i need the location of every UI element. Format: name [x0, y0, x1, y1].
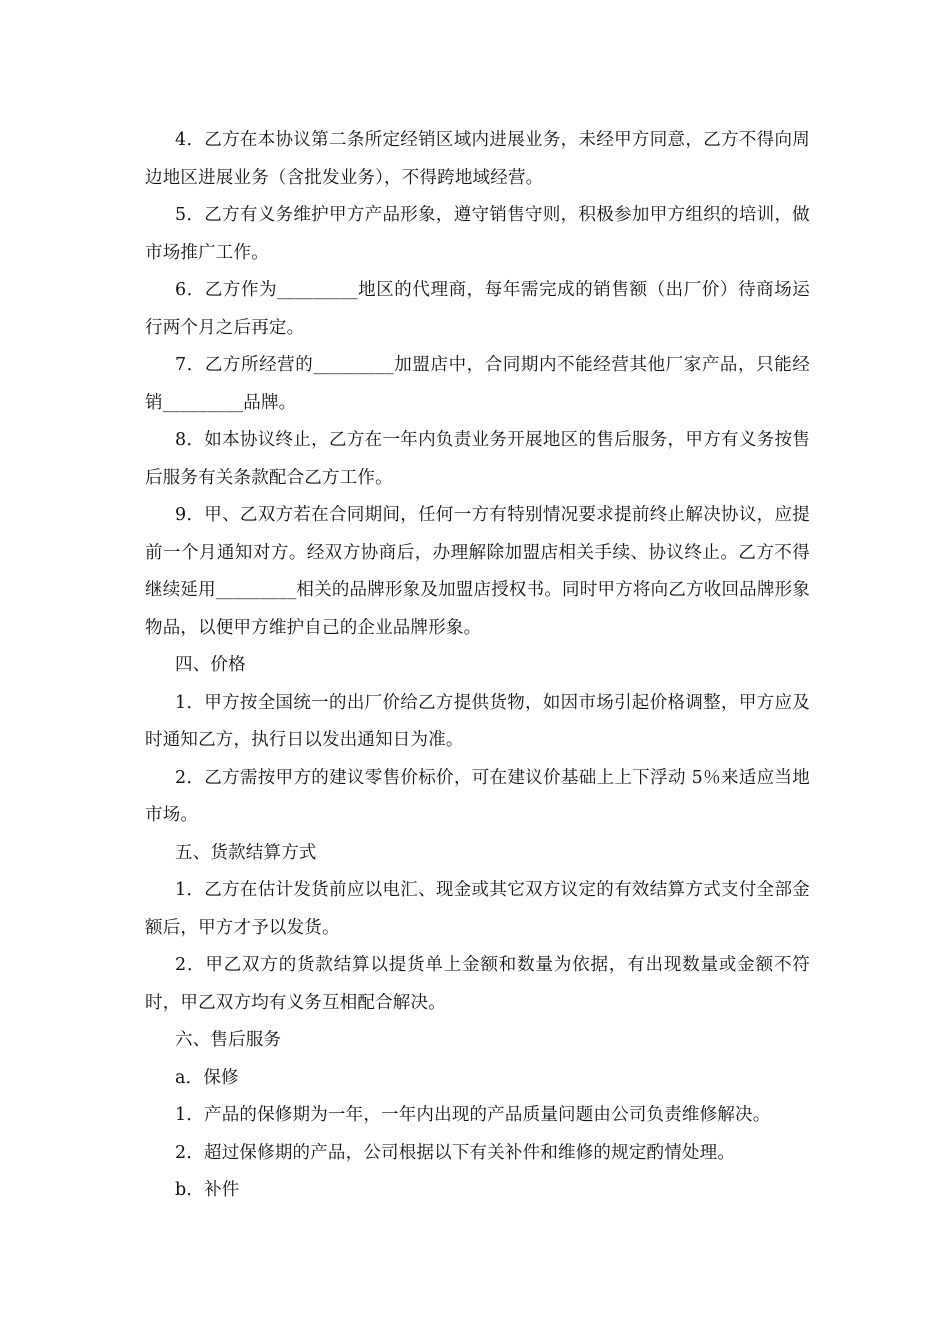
clause-5: 5．乙方有义务维护甲方产品形象，遵守销售守则，积极参加甲方组织的培训，做市场推广工作。 [145, 205, 810, 263]
clause-8: 8．如本协议终止，乙方在一年内负责业务开展地区的售后服务，甲方有义务按售后服务有关条款配合乙方工作。 [145, 430, 810, 488]
subheading-parts: b．补件 [175, 1180, 240, 1200]
subheading-warranty: a．保修 [175, 1067, 239, 1088]
clause-9: 9．甲、乙双方若在合同期间，任何一方有特别情况要求提前终止解决协议，应提前一个月通知对方。经双方协商后，办理解除加盟店相关手续、协议终止。乙方不得继续延用_________相关的品牌形象及加盟店授权书。同时甲方将向乙方收回品牌形象物品，以便甲方维护自己的企业品牌形象。 [145, 505, 810, 638]
price-clause-2: 2．乙方需按甲方的建议零售价标价，可在建议价基础上上下浮动 5％来适应当地市场。 [145, 767, 810, 825]
warranty-clause-2: 2．超过保修期的产品，公司根据以下有关补件和维修的规定酌情处理。 [175, 1142, 736, 1163]
section-heading-payment: 五、货款结算方式 [175, 842, 317, 863]
payment-clause-1: 1．乙方在估计发货前应以电汇、现金或其它双方议定的有效结算方式支付全部金额后，甲方才予以发货。 [145, 880, 810, 938]
clause-4: 4．乙方在本协议第二条所定经销区域内进展业务，未经甲方同意，乙方不得向周边地区进展业务（含批发业务），不得跨地域经营。 [145, 130, 810, 188]
clause-6: 6．乙方作为_________地区的代理商，每年需完成的销售额（出厂价）待商场运行两个月之后再定。 [145, 280, 810, 338]
section-heading-after-sales: 六、售后服务 [175, 1030, 282, 1050]
warranty-clause-1: 1．产品的保修期为一年，一年内出现的产品质量问题由公司负责维修解决。 [175, 1105, 771, 1125]
payment-clause-2: 2．甲乙双方的货款结算以提货单上金额和数量为依据，有出现数量或金额不符时，甲乙双方均有义务互相配合解决。 [145, 955, 810, 1013]
price-clause-1: 1．甲方按全国统一的出厂价给乙方提供货物，如因市场引起价格调整，甲方应及时通知乙方，执行日以发出通知日为准。 [145, 692, 810, 750]
document-body [145, 122, 810, 1210]
section-heading-price: 四、价格 [175, 655, 246, 675]
clause-7: 7．乙方所经营的_________加盟店中，合同期内不能经营其他厂家产品，只能经销_________品牌。 [145, 355, 810, 413]
